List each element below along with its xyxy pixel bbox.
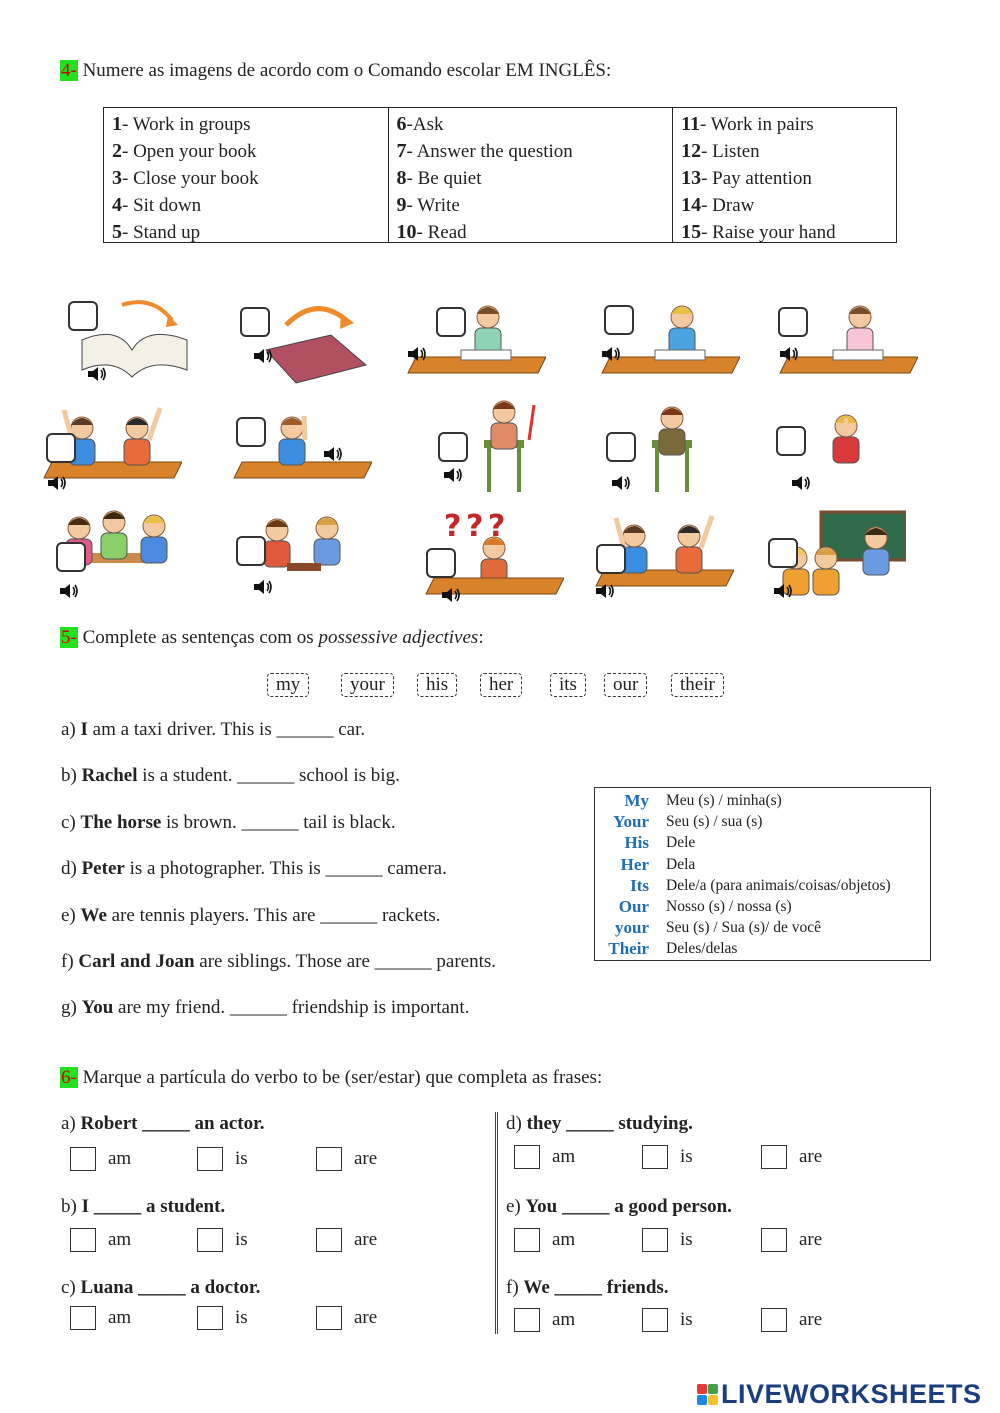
reference-row: Its Dele/a (para animais/coisas/objetos) <box>630 875 891 895</box>
picture-answer-box[interactable] <box>68 301 98 331</box>
command-item: 2- Open your book <box>112 140 257 162</box>
logo-square-e <box>708 1395 718 1405</box>
checkbox-am[interactable] <box>514 1308 540 1332</box>
sentence-e[interactable]: e) We are tennis players. This are ______ rackets. <box>61 905 441 926</box>
picture-write <box>778 295 918 389</box>
speaker-icon[interactable] <box>322 445 344 463</box>
reference-row: My Meu (s) / minha(s) <box>624 791 782 810</box>
reference-row: His Dele <box>624 833 696 853</box>
picture-answer-box[interactable] <box>240 307 270 337</box>
command-item: 11- Work in pairs <box>681 113 814 135</box>
picture-quiet <box>776 400 916 494</box>
speaker-icon[interactable] <box>46 474 68 492</box>
option-label-am: am <box>552 1309 576 1330</box>
word-bank-its[interactable]: its <box>550 673 586 697</box>
command-item: 1- Work in groups <box>112 113 251 135</box>
command-item: 13- Pay attention <box>681 167 812 189</box>
speaker-icon[interactable] <box>772 582 794 600</box>
section-4-title <box>60 60 611 82</box>
word-bank-his[interactable]: his <box>417 673 457 697</box>
option-label-am: am <box>108 1148 132 1169</box>
sentence-f[interactable]: f) Carl and Joan are siblings. Those are ______ parents. <box>61 951 497 972</box>
checkbox-are[interactable] <box>316 1147 342 1171</box>
question-d: d) they _____ studying. <box>506 1113 693 1134</box>
picture-answer-box[interactable] <box>604 305 634 335</box>
picture-answer-box[interactable] <box>46 433 76 463</box>
brand-name: LIVEWORKSHEETS <box>721 1379 982 1409</box>
picture-pairs <box>232 508 372 602</box>
command-item: 7- Answer the question <box>396 140 573 162</box>
checkbox-am[interactable] <box>70 1306 96 1330</box>
reference-row: your Seu (s) / Sua (s)/ de você <box>615 918 821 938</box>
question-c: c) Luana _____ a doctor. <box>61 1277 261 1298</box>
column-divider <box>495 1112 498 1334</box>
sentence-c[interactable]: c) The horse is brown. ______ tail is black. <box>61 812 396 833</box>
speaker-icon[interactable] <box>406 345 428 363</box>
checkbox-is[interactable] <box>642 1308 668 1332</box>
picture-think <box>424 508 564 602</box>
speaker-icon[interactable] <box>440 586 462 604</box>
section-5-title <box>60 627 484 649</box>
command-item: 12- Listen <box>681 140 760 162</box>
speaker-icon[interactable] <box>442 466 464 484</box>
option-label-are: are <box>799 1229 823 1250</box>
sentence-d[interactable]: d) Peter is a photographer. This is ______ camera. <box>61 858 447 879</box>
speaker-icon[interactable] <box>252 347 274 365</box>
speaker-icon[interactable] <box>252 578 274 596</box>
logo-square-i <box>708 1384 718 1394</box>
word-bank-her[interactable]: her <box>480 673 522 697</box>
possessive-reference-table <box>594 787 931 961</box>
option-label-are: are <box>354 1229 378 1250</box>
question-b: b) I _____ a student. <box>61 1196 226 1217</box>
section-6-title <box>60 1067 602 1089</box>
picture-read <box>406 295 546 389</box>
picture-answer-box[interactable] <box>426 548 456 578</box>
liveworksheets-logo <box>697 1384 718 1405</box>
sentence-a[interactable]: a) I am a taxi driver. This is ______ car. <box>61 719 366 740</box>
picture-answer-box[interactable] <box>776 426 806 456</box>
svg-text:?: ? <box>466 509 484 544</box>
speaker-icon[interactable] <box>600 345 622 363</box>
commands-column-2 <box>389 108 674 242</box>
logo-square-l <box>697 1384 707 1394</box>
option-label-is: is <box>235 1148 248 1169</box>
picture-ask <box>232 400 372 494</box>
command-item: 9- Write <box>396 194 460 216</box>
option-label-are: are <box>354 1307 378 1328</box>
checkbox-are[interactable] <box>316 1228 342 1252</box>
illustration-ask <box>232 400 372 494</box>
picture-answer-box[interactable] <box>56 542 86 572</box>
logo-square-v <box>697 1395 707 1405</box>
speaker-icon[interactable] <box>86 365 108 383</box>
section-6-number: 6- <box>61 1067 77 1088</box>
commands-column-1 <box>104 108 389 242</box>
picture-teacher <box>766 508 906 602</box>
option-label-are: are <box>799 1146 823 1167</box>
option-label-am: am <box>108 1229 132 1250</box>
command-item: 6-Ask <box>396 113 444 135</box>
commands-table <box>103 107 897 243</box>
reference-row: Their Deles/delas <box>608 939 738 959</box>
option-label-are: are <box>354 1148 378 1169</box>
question-a: a) Robert _____ an actor. <box>61 1113 265 1134</box>
illustration-read <box>406 295 546 389</box>
picture-draw <box>600 295 740 389</box>
picture-answer-box[interactable] <box>436 307 466 337</box>
section-6-instruction: Marque a partícula do verbo to be (ser/estar) que completa as frases: <box>82 1067 603 1088</box>
command-item: 14- Draw <box>681 194 755 216</box>
svg-text:?: ? <box>444 509 462 544</box>
checkbox-is[interactable] <box>197 1228 223 1252</box>
speaker-icon[interactable] <box>778 345 800 363</box>
option-label-am: am <box>552 1146 576 1167</box>
command-item: 4- Sit down <box>112 194 202 216</box>
question-e: e) You _____ a good person. <box>506 1196 732 1217</box>
question-f: f) We _____ friends. <box>506 1277 669 1298</box>
picture-answer-box[interactable] <box>768 538 798 568</box>
option-label-is: is <box>680 1309 693 1330</box>
reference-row: Her Dela <box>620 854 696 874</box>
picture-stand-up <box>434 400 574 494</box>
sentence-g[interactable]: g) You are my friend. ______ friendship is important. <box>61 997 470 1018</box>
picture-raise-hand <box>594 508 734 602</box>
word-bank-my[interactable]: my <box>267 673 309 697</box>
checkbox-am[interactable] <box>514 1228 540 1252</box>
option-label-is: is <box>235 1307 248 1328</box>
option-label-are: are <box>799 1309 823 1330</box>
picture-open-book <box>62 295 202 389</box>
command-item: 3- Close your book <box>112 167 259 189</box>
option-label-am: am <box>108 1307 132 1328</box>
picture-answer-box[interactable] <box>236 536 266 566</box>
word-bank-their[interactable]: their <box>671 673 724 697</box>
commands-column-3 <box>673 108 896 242</box>
checkbox-is[interactable] <box>642 1228 668 1252</box>
picture-answer-box[interactable] <box>778 307 808 337</box>
checkbox-are[interactable] <box>316 1306 342 1330</box>
reference-row: Your Seu (s) / sua (s) <box>613 812 763 832</box>
option-label-is: is <box>680 1146 693 1167</box>
speaker-icon[interactable] <box>594 582 616 600</box>
section-4-instruction: Numere as imagens de acordo com o Comando escolar EM INGLÊS: <box>82 60 612 81</box>
picture-groups <box>54 508 194 602</box>
reference-row: Our Nosso (s) / nossa (s) <box>618 896 792 916</box>
section-5-instruction-colon: : <box>478 627 484 648</box>
picture-answer-box[interactable] <box>606 432 636 462</box>
liveworksheets-brand <box>697 1379 982 1410</box>
checkbox-am[interactable] <box>514 1145 540 1169</box>
picture-close-book <box>236 295 376 389</box>
checkbox-is[interactable] <box>197 1147 223 1171</box>
section-5-number: 5- <box>61 627 77 648</box>
section-5-instruction: Complete as sentenças com os <box>82 627 319 648</box>
picture-sit-down <box>602 400 742 494</box>
word-bank-our[interactable]: our <box>604 673 647 697</box>
checkbox-is[interactable] <box>197 1306 223 1330</box>
word-bank-your[interactable]: your <box>341 673 394 697</box>
checkbox-am[interactable] <box>70 1147 96 1171</box>
svg-text:?: ? <box>488 509 506 544</box>
sentence-b[interactable]: b) Rachel is a student. ______ school is big. <box>61 765 400 786</box>
speaker-icon[interactable] <box>610 474 632 492</box>
picture-raise <box>42 400 182 494</box>
checkbox-are[interactable] <box>761 1308 787 1332</box>
option-label-am: am <box>552 1229 576 1250</box>
speaker-icon[interactable] <box>790 474 812 492</box>
section-4-number: 4- <box>61 60 77 81</box>
checkbox-am[interactable] <box>70 1228 96 1252</box>
section-5-instruction-italic: possessive adjectives <box>318 627 479 648</box>
option-label-is: is <box>235 1229 248 1250</box>
picture-answer-box[interactable] <box>596 544 626 574</box>
command-item: 5- Stand up <box>112 221 201 243</box>
command-item: 15- Raise your hand <box>681 221 836 243</box>
checkbox-are[interactable] <box>761 1145 787 1169</box>
speaker-icon[interactable] <box>58 582 80 600</box>
option-label-is: is <box>680 1229 693 1250</box>
command-item: 8- Be quiet <box>396 167 482 189</box>
picture-answer-box[interactable] <box>236 417 266 447</box>
checkbox-are[interactable] <box>761 1228 787 1252</box>
command-item: 10- Read <box>396 221 467 243</box>
picture-answer-box[interactable] <box>438 432 468 462</box>
checkbox-is[interactable] <box>642 1145 668 1169</box>
